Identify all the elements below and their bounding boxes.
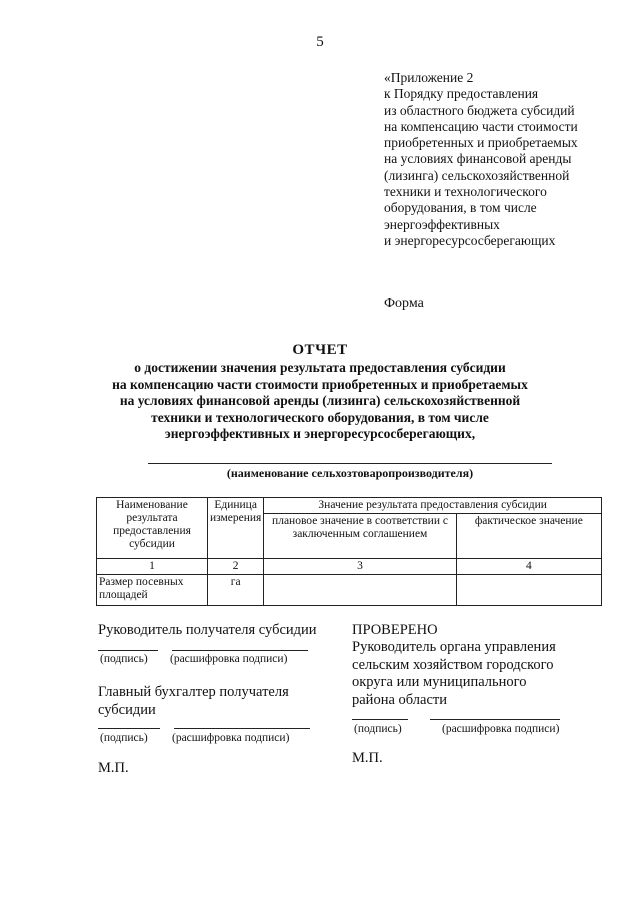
subtitle-line: энергоэффективных и энергоресурсосберегающих, <box>164 426 476 442</box>
recipient-decoding-line[interactable] <box>172 650 308 651</box>
annex-reference <box>384 70 624 249</box>
row-result-name: Размер посевных площадей <box>97 575 208 606</box>
annex-line: «Приложение 2 <box>384 70 474 85</box>
column-number: 3 <box>264 559 456 575</box>
authority-head-label <box>352 639 556 709</box>
decoding-caption: (расшифровка подписи) <box>170 653 288 665</box>
decoding-caption: (расшифровка подписи) <box>442 723 560 735</box>
annex-line: энергоэффективных <box>384 216 500 232</box>
table-row <box>97 575 602 606</box>
producer-caption: (наименование сельхозтоваропроизводителя) <box>226 466 474 480</box>
header-unit: Единица измерения <box>207 498 263 559</box>
authority-line: района области <box>352 691 447 708</box>
annex-line: техники и технологического <box>384 184 547 200</box>
page-number: 5 <box>316 34 324 50</box>
subtitle-line: о достижении значения результата предоставления субсидии <box>134 360 506 375</box>
row-actual-value[interactable] <box>456 575 601 606</box>
column-number: 2 <box>207 559 263 575</box>
annex-line: на компенсацию части стоимости <box>384 118 578 134</box>
stamp-mark: М.П. <box>352 750 383 766</box>
subtitle-line: на компенсацию части стоимости приобретенных и приобретаемых <box>112 376 528 392</box>
chief-accountant-line: Главный бухгалтер получателя <box>98 684 289 700</box>
authority-line: сельским хозяйством городского <box>352 656 554 673</box>
form-label: Форма <box>384 296 424 311</box>
signature-caption: (подпись) <box>354 723 402 735</box>
authority-line: округа или муниципального <box>352 674 527 690</box>
subtitle-line: на условиях финансовой аренды (лизинга) сельскохозяйственной <box>119 393 521 409</box>
accountant-decoding-line[interactable] <box>174 728 310 729</box>
annex-line: на условиях финансовой аренды <box>384 151 572 167</box>
header-result-name: Наименование результата предоставления субсидии <box>97 498 208 559</box>
recipient-signature-line[interactable] <box>98 650 158 651</box>
annex-line: приобретенных и приобретаемых <box>384 135 578 151</box>
chief-accountant-label <box>98 684 289 719</box>
annex-line: оборудования, в том числе <box>384 200 537 216</box>
producer-name-line <box>148 463 552 464</box>
header-planned: плановое значение в соответствии с заключенным соглашением <box>264 514 456 559</box>
annex-line: (лизинга) сельскохозяйственной <box>384 167 570 183</box>
recipient-head-label: Руководитель получателя субсидии <box>98 622 317 638</box>
report-title: ОТЧЕТ <box>292 342 348 358</box>
checked-label: ПРОВЕРЕНО <box>352 622 438 638</box>
authority-line: Руководитель органа управления <box>352 639 556 655</box>
annex-line: к Порядку предоставления <box>384 86 539 102</box>
column-number: 4 <box>456 559 601 575</box>
column-number: 1 <box>97 559 208 575</box>
chief-accountant-line: субсидии <box>98 701 156 718</box>
accountant-signature-line[interactable] <box>98 728 160 729</box>
authority-decoding-line[interactable] <box>430 719 560 720</box>
signature-caption: (подпись) <box>100 732 148 744</box>
report-subtitle <box>40 360 600 443</box>
signature-caption: (подпись) <box>100 653 148 665</box>
report-table <box>96 497 602 606</box>
decoding-caption: (расшифровка подписи) <box>172 732 290 744</box>
header-value-group: Значение результата предоставления субсидии <box>264 498 602 514</box>
annex-line: из областного бюджета субсидий <box>384 102 575 118</box>
row-unit: га <box>207 575 263 606</box>
subtitle-line: техники и технологического оборудования, в том числе <box>151 409 489 425</box>
authority-signature-line[interactable] <box>352 719 408 720</box>
header-actual: фактическое значение <box>456 514 601 559</box>
annex-line: и энергоресурсосберегающих <box>384 232 556 248</box>
row-planned-value[interactable] <box>264 575 456 606</box>
stamp-mark: М.П. <box>98 760 129 776</box>
